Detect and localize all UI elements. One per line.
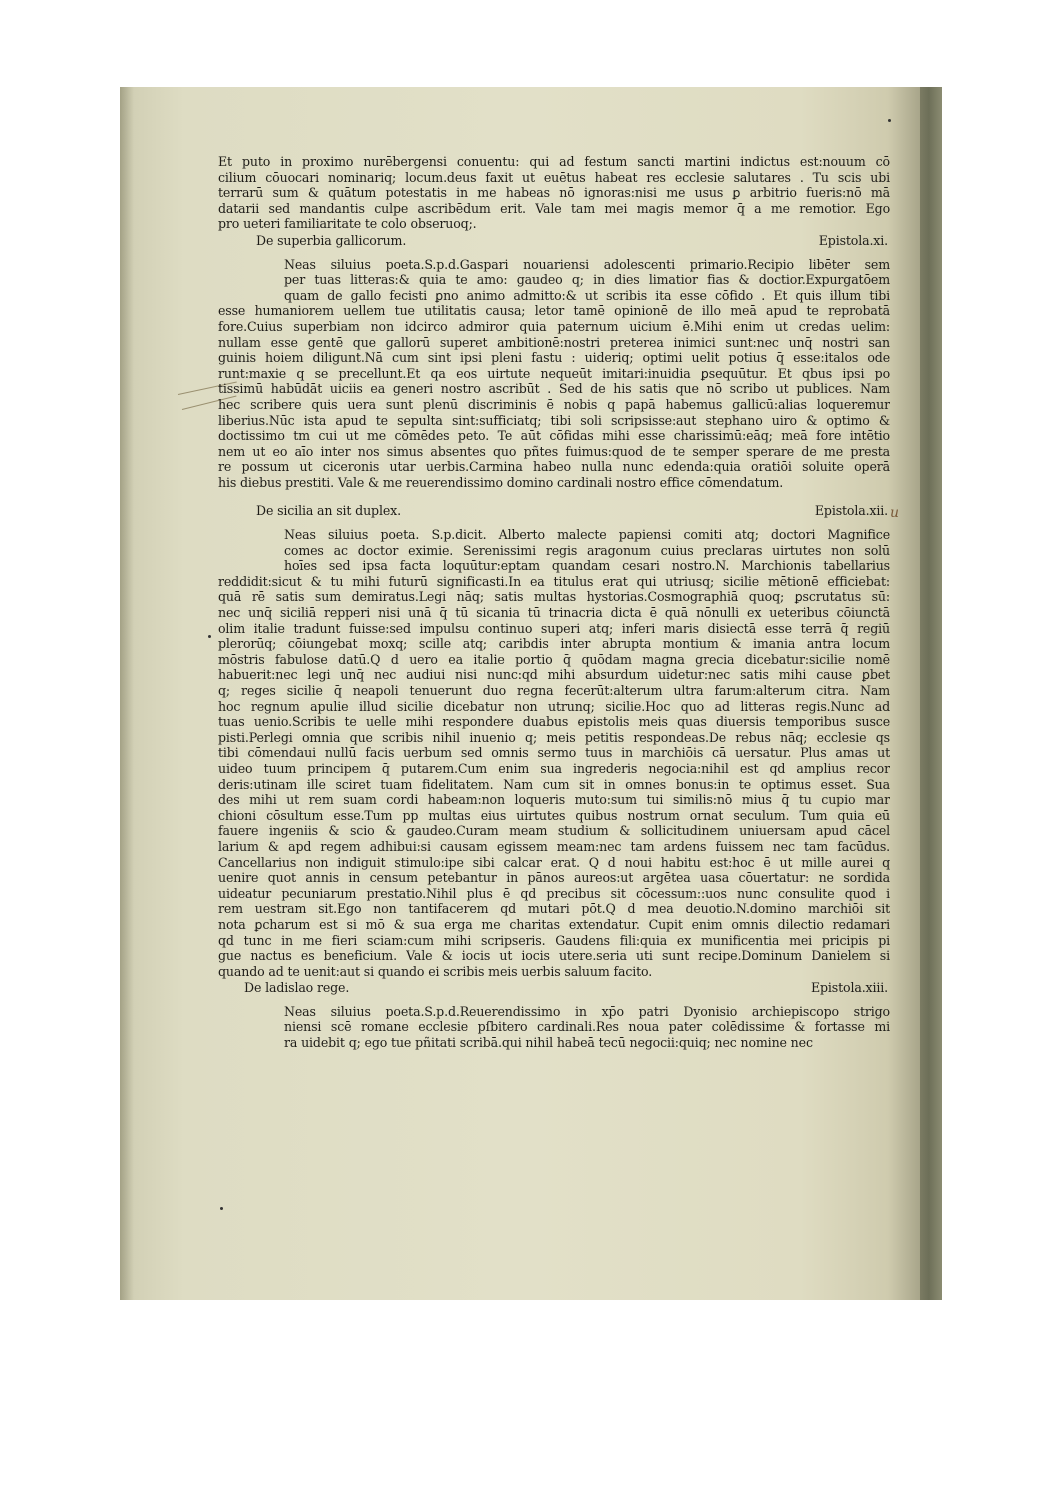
letter-11-title: De superbia gallicorum. [256,232,407,248]
text-line: Neas siluius poeta. S.p.dicit. Alberto malecte papiensi comiti atq; doctori Magnifice [284,527,890,543]
letter-13-body [218,1004,890,1051]
scanned-page [120,87,942,1300]
letter-12-heading [218,503,890,519]
text-line: deris:utinam ille sciret tuam fidelitatem. Nam cum sit in omnes bonus:in te optimus esset. Sua [218,776,890,792]
margin-dot [888,119,891,122]
text-line: quam de gallo fecisti ꝑno animo admitto:& ut scribis ita esse cōfido . Et quis illum tibi [284,287,890,303]
text-line: uideatur pecuniarum prestatio.Nihil plus ē qd precibus sit cōcessum::uos nunc consulite quod i [218,885,890,901]
letter-11-number: Epistola.xi. [818,232,888,248]
letter-13-title: De ladislao rege. [244,980,350,996]
text-line: runt:maxie q se precellunt.Et qa eos uirtute nequeūt imitari:inuidia ꝑsequūtur. Et qbus ipsi po [218,365,890,381]
text-line: Neas siluius poeta.S.p.d.Gaspari nouariensi adolescenti primario.Recipio libēter sem [284,256,890,272]
letter-13-heading [218,980,890,996]
text-line: olim italie tradunt fuisse:sed impulsu continuo superi atq; inferi maris disiectā esse terrā q̄ regiū [218,620,890,636]
text-line: uenire quot annis in censum petebantur in pānos aureos:ut argētea uasa cōuertatur: ne sordida [218,870,890,886]
text-line: gue nactus es beneficium. Vale & iocis ut iocis utere.seria uti sunt recipe.Dominum Danielem si [218,948,890,964]
text-line: tuas uenio.Scribis te uelle mihi respondere duabus epistolis meis quas diuersis temporibus susce [218,714,890,730]
text-line: quā rē satis sum demiratus.Legi nāq; satis multas hystorias.Cosmographiā quoq; ꝑscrutatus sū: [218,589,890,605]
text-line: plerorūq; cōiungebat moxq; scille atq; caribdis inter abrupta montium & imania antra locum [218,636,890,652]
letter-13-number: Epistola.xiii. [810,980,888,996]
text-line: nec unq̄ siciliā repperi nisi unā q̄ tū sicania tū trinacria dicta ē quā nōnulli ex ueteribus cōiunctā [218,605,890,621]
text-line: rem uestram sit.Ego non tantifacerem qd mutari pōt.Q d mea deuotio.N.domino marchiōi sit [218,901,890,917]
text-line: hoīes sed ipsa facta loquūtur:eptam quandam cesari nostro.N. Marchionis tabellarius [284,558,890,574]
text-line: hec scribere quis uera sunt plenū discriminis ē nobis q papā habemus gallicū:alias loqueremur [218,396,890,412]
text-line: mōstris fabulose datū.Q d uero ea italie portio q̄ quōdam magna grecia dicebatur:sicilie nomē [218,651,890,667]
text-line: uideo tuum principem q̄ putarem.Cum enim sua ingrederis negocia:nihil est qd amplius recor [218,760,890,776]
document-text [218,154,890,1051]
text-line: terrarū sum & quātum potestatis in me habeas nō ignoras:nisi me usus ꝑ arbitrio fueris:nō mā [218,185,890,201]
text-line: q; reges sicilie q̄ neapoli tenuerunt duo regna fecerūt:alterum ultra farum:alterum citra. Nam [218,683,890,698]
paper-leaf [120,87,920,1300]
text-line: niensi scē romane ecclesie pſbitero cardinali.Res noua pater colēdissime & fortasse mi [284,1019,890,1035]
text-line: des mihi ut rem suam cordi habeam:non loqueris muto:sum tui similis:nō mius q̄ tu cupio mar [218,792,890,808]
text-line: doctissimo tm cui ut me cōmēdes peto. Te aūt cōfidas mihi esse charissimū:eāq; meā fore intētio [218,428,890,444]
text-line: tissimū habūdāt uiciis ea generi nostro ascribūt . Sed de his satis que nō scribo ut publices. Nam [218,381,890,397]
text-line: per tuas litteras:& quia te amo: gaudeo q; in dies limatior fias & doctior.Expurgatōem [284,272,890,288]
intro-paragraph [218,154,890,232]
text-line: Neas siluius poeta.S.p.d.Reuerendissimo in xp̄o patri Dyonisio archiepiscopo strigo [284,1003,890,1019]
text-line: chioni cōsultum esse.Tum pp multas eius uirtutes quibus nostrum ornat seculum. Tum quia eū [218,807,890,823]
text-line: liberius.Nūc ista apud te sepulta sint:sufficiatq; tibi soli scripsisse:aut stephano uiro & optimo & [218,412,890,428]
text-line: re possum ut ciceronis utar uerbis.Carmina habeo nulla nunc edenda:quia oratiōi soluite operā [218,459,890,475]
letter-12-number: Epistola.xii. [814,503,888,519]
text-line: qd tunc in me fieri sciam:cum mihi scripseris. Gaudens fili:quia ex munificentia mei pricipis pi [218,932,890,948]
text-line: larium & apd regem adhibui:si causam egissem meam:nec tam ardens fuissem nec tam facūdus. [218,838,890,854]
text-line: guinis hoiem diligunt.Nā cum sint ipsi pleni fastu : uideriq; optimi uelit potius q̄ esse:italos ode [218,350,890,366]
text-line: ra uidebit q; ego tue pñitati scribā.qui nihil habeā tecū negocii:quiq; nec nomine nec [284,1035,813,1051]
letter-11-body [218,257,890,491]
margin-dot [208,635,211,638]
text-line: pro ueteri familiaritate te colo obseruoq;. [218,216,477,232]
margin-dot [220,1207,223,1210]
text-line: datarii sed mandantis culpe ascribēdum erit. Vale tam mei magis memor q̄ a me remotior. Ego [218,200,890,216]
page-edge [920,87,942,1300]
text-line: nem ut eo aīo inter nos simus absentes quo pñtes fuimus:quod de te semper sperare de me presta [218,443,890,459]
text-line: nullam esse gentē que gallorū superet ambitionē:nostri preterea inimici sunt:nec unq̄ nostri san [218,334,890,350]
text-line: pisti.Perlegi omnia que scribis nihil inuenio q; meis petitis respondeas.De rebus nāq; ecclesie qs [218,729,890,745]
text-line: fore.Cuius superbiam non idcirco admiror quia paternum uicium ē.Mihi enim ut credas uelim: [218,318,890,334]
text-line: his diebus prestiti. Vale & me reuerendissimo domino cardinali nostro effice cōmendatum. [218,474,784,490]
text-line: nota ꝑcharum est si mō & sua erga me charitas extendatur. Cupit enim omnis dilectio redamari [218,916,890,932]
text-line: Et puto in proximo nurēbergensi conuentu: qui ad festum sancti martini indictus est:nouum cō [218,154,890,169]
margin-annotation: u [890,505,900,521]
letter-12-body [218,527,890,979]
text-line: tibi cōmendaui nullū facis uerbum sed omnis sermo tuus in marchiōis cā uersatur. Plus amas ut [218,745,890,761]
text-line: habuerit:nec legi unq̄ nec audiui nisi nunc:qd mihi absurdum uidetur:nec satis mihi cause ꝑbet [218,667,890,683]
text-line: cilium cōuocari nominariq; locum.deus faxit ut euētus habeat res ecclesie salutares . Tu scis ubi [218,169,890,185]
text-line: esse humaniorem uellem tue utilitatis causa; letor tamē opinionē de illo meā apud te reprobatā [218,303,890,319]
text-line: quando ad te uenit:aut si quando ei scribis meis uerbis saluum facito. [218,963,653,979]
letter-12-title: De sicilia an sit duplex. [256,503,401,519]
text-line: reddidit:sicut & tu mihi futurū significasti.In ea titulus erat qui utriusq; sicilie mētionē efficiebat: [218,573,890,589]
binding-shadow [120,87,134,1300]
text-line: Cancellarius non indiguit stimulo:ipe sibi calcar erat. Q d noui habitu est:hoc ē ut mille aurei q [218,854,890,870]
text-line: fauere ingeniis & scio & gaudeo.Curam meam studium & sollicitudinem uniuersam apud cācel [218,823,890,839]
text-line: hoc regnum apulie illud sicilie dicebatur non utrunq; sicilie.Hoc quo ad litteras regis.Nunc ad [218,698,890,714]
text-line: comes ac doctor eximie. Serenissimi regis aragonum cuius preclaras uirtutes non solū [284,542,890,558]
letter-11-heading [218,233,890,249]
